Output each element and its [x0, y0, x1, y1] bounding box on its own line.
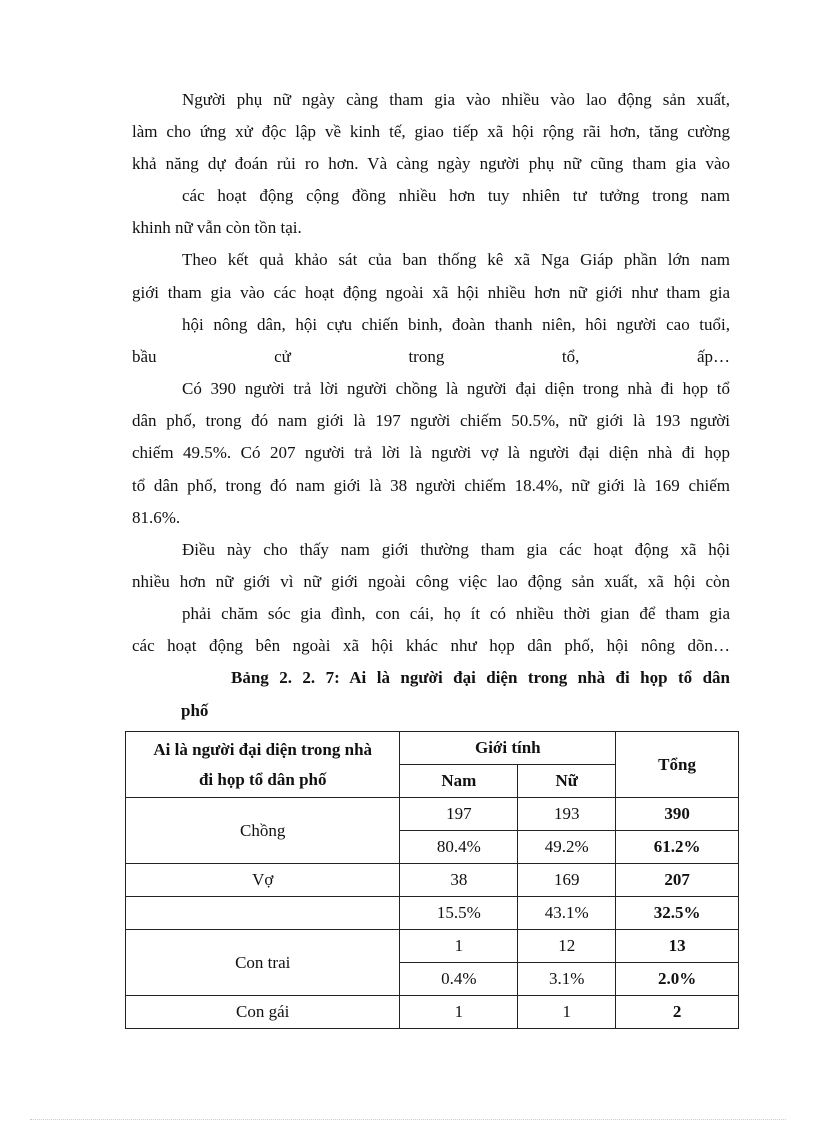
cell-total-count: 2 — [616, 996, 739, 1029]
header-total: Tổng — [616, 732, 739, 798]
cell-total-count: 13 — [616, 930, 739, 963]
paragraph-3-line: Có 390 người trả lời người chồng là người đại diện trong nhà đi họp tổ — [182, 379, 730, 398]
paragraph-1-line: khinh nữ vẫn còn tồn tại. — [132, 218, 302, 237]
cell-female-count: 1 — [518, 996, 616, 1029]
paragraph-1-line: làm cho ứng xử độc lập về kinh tế, giao tiếp xã hội rộng rãi hơn, tăng cường — [132, 122, 730, 141]
paragraph-2-line: hội nông dân, hội cựu chiến binh, đoàn thanh niên, hôi người cao tuổi, — [182, 315, 730, 334]
cell-female-pct: 43.1% — [518, 897, 616, 930]
table-row — [126, 798, 739, 831]
header-question-line2: đi họp tổ dân phố — [198, 769, 327, 789]
cell-female-pct: 3.1% — [518, 963, 616, 996]
cell-male-count: 197 — [400, 798, 518, 831]
paragraph-1-line: khả năng dự đoán rủi ro hơn. Và càng ngày người phụ nữ cũng tham gia vào — [132, 154, 730, 173]
paragraph-1-line: các hoạt động cộng đồng nhiều hơn tuy nhiên tư tưởng trong nam — [182, 186, 730, 205]
cell-total-pct: 61.2% — [616, 831, 739, 864]
paragraph-1-line: Người phụ nữ ngày càng tham gia vào nhiều vào lao động sản xuất, — [182, 90, 730, 109]
table-row — [126, 897, 739, 930]
paragraph-2-line: giới tham gia vào các hoạt động ngoài xã hội nhiều hơn nữ giới như tham gia — [132, 283, 730, 302]
cell-female-count: 169 — [518, 864, 616, 897]
header-female: Nữ — [518, 765, 616, 798]
table-row — [126, 930, 739, 963]
row-label-empty — [126, 897, 400, 930]
table-row — [126, 996, 739, 1029]
paragraph-3-line: 81.6%. — [132, 508, 181, 527]
row-label: Con trai — [126, 930, 400, 996]
header-question — [126, 732, 400, 798]
header-question-line1: Ai là người đại diện trong nhà — [153, 739, 373, 759]
header-male: Nam — [400, 765, 518, 798]
cell-total-count: 390 — [616, 798, 739, 831]
cell-female-count: 193 — [518, 798, 616, 831]
header-gender: Giới tính — [400, 732, 616, 765]
paragraph-3-line: chiếm 49.5%. Có 207 người trả lời là người vợ là người đại diện nhà đi họp — [132, 443, 730, 462]
cell-male-count: 1 — [400, 996, 518, 1029]
representative-table — [125, 731, 739, 1029]
paragraph-4-line: phải chăm sóc gia đình, con cái, họ ít có nhiều thời gian để tham gia — [182, 604, 730, 623]
paragraph-2-line: bầu cử trong tổ, ấp… — [132, 347, 730, 366]
cell-total-pct: 2.0% — [616, 963, 739, 996]
table-row — [126, 864, 739, 897]
paragraph-3-line: dân phố, trong đó nam giới là 197 người chiếm 50.5%, nữ giới là 193 người — [132, 411, 730, 430]
paragraph-4-line: các hoạt động bên ngoài xã hội khác như họp dân phố, hội nông dõn… — [132, 636, 730, 655]
paragraph-4-line: Điều này cho thấy nam giới thường tham gia các hoạt động xã hội — [182, 540, 730, 559]
cell-male-pct: 15.5% — [400, 897, 518, 930]
table-caption: Bảng 2. 2. 7: Ai là người đại diện trong nhà đi họp tổ dân — [231, 668, 730, 687]
paragraph-3-line: tổ dân phố, trong đó nam giới là 38 người chiếm 18.4%, nữ giới là 169 chiếm — [132, 476, 730, 495]
cell-male-pct: 80.4% — [400, 831, 518, 864]
paragraph-4-line: nhiều hơn nữ giới vì nữ giới ngoài công việc lao động sản xuất, xã hội còn — [132, 572, 730, 591]
table-caption-continued: phố — [181, 701, 209, 720]
cell-total-count: 207 — [616, 864, 739, 897]
cell-total-pct: 32.5% — [616, 897, 739, 930]
cell-male-pct: 0.4% — [400, 963, 518, 996]
row-label: Vợ — [126, 864, 400, 897]
row-label: Chồng — [126, 798, 400, 864]
cell-male-count: 38 — [400, 864, 518, 897]
cell-male-count: 1 — [400, 930, 518, 963]
page-bottom-rule — [30, 1119, 786, 1120]
row-label: Con gái — [126, 996, 400, 1029]
cell-female-pct: 49.2% — [518, 831, 616, 864]
paragraph-2-line: Theo kết quả khảo sát của ban thống kê xã Nga Giáp phần lớn nam — [182, 250, 730, 269]
cell-female-count: 12 — [518, 930, 616, 963]
